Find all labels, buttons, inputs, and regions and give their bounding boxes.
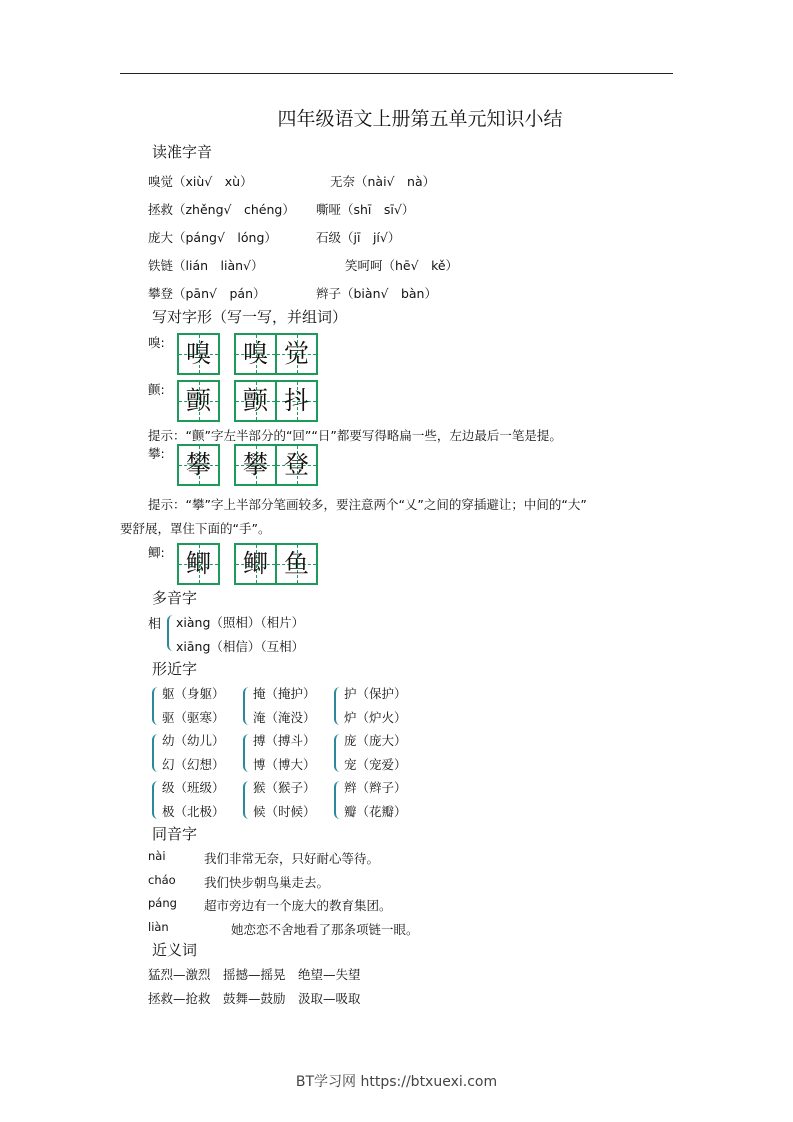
- brace: [243, 734, 251, 772]
- polyphone-line: xiāng（相信）（互相）: [176, 639, 305, 654]
- pronunciation-item: 拯救（zhěng√ chéng）: [148, 202, 295, 217]
- section-heading: 多音字: [152, 589, 198, 607]
- tip: 要舒展，罩住下面的“手”。: [120, 521, 271, 536]
- homophone-pinyin: páng: [148, 896, 177, 910]
- similar-item: 躯（身躯）: [162, 686, 225, 701]
- pronunciation-item: 嘶哑（shī sī√）: [316, 202, 415, 217]
- grid-cell: [179, 446, 218, 484]
- pronunciation-item: 无奈（nài√ nà）: [330, 174, 436, 189]
- brace: [243, 687, 251, 725]
- similar-item: 博（博大）: [253, 757, 316, 772]
- grid-char: 攀: [242, 450, 268, 479]
- page-title: 四年级语文上册第五单元知识小结: [277, 108, 563, 130]
- brace: [243, 781, 251, 819]
- writing-grid: [177, 380, 220, 422]
- grid-cell: [275, 382, 316, 420]
- brace: [152, 734, 160, 772]
- similar-item: 掩（掩护）: [253, 686, 316, 701]
- section-heading: 读准字音: [152, 143, 213, 161]
- synonym-line: 猛烈—激烈 摇撼—摇晃 绝望—失望: [148, 967, 361, 982]
- synonym-line: 拯救—抢救 鼓舞—鼓励 汲取—吸取: [148, 991, 361, 1006]
- header-rule: [120, 73, 673, 74]
- homophone-sentence: 她恋恋不舍地看了那条项链一眼。: [231, 921, 419, 937]
- writing-grid: [234, 333, 318, 375]
- similar-item: 辫（辫子）: [344, 780, 407, 795]
- grid-cell: [236, 545, 275, 583]
- pronunciation-item: 石级（jī jí√）: [316, 230, 401, 245]
- tip: 提示：“颤”字左半部分的“回”“日”都要写得略扁一些，左边最后一笔是提。: [148, 428, 562, 443]
- writing-grid: [177, 543, 220, 585]
- polyphone-line: xiàng（照相）（相片）: [176, 615, 305, 630]
- brace: [167, 615, 175, 651]
- grid-char: 觉: [283, 339, 309, 368]
- polyphone-char: 相: [148, 617, 162, 632]
- grid-char: 鲫: [242, 549, 268, 578]
- similar-item: 幻（幻想）: [162, 757, 225, 772]
- homophone-pinyin: cháo: [148, 872, 176, 887]
- writing-label: 攀:: [148, 446, 165, 461]
- grid-char: 颤: [242, 386, 268, 415]
- footer-watermark: BT学习网 https://btxuexi.com: [295, 1074, 498, 1090]
- grid-cell: [179, 545, 218, 583]
- grid-cell: [275, 446, 316, 484]
- writing-label: 鲫:: [148, 545, 165, 560]
- similar-item: 瓣（花瓣）: [344, 804, 407, 819]
- grid-char: 嗅: [185, 339, 211, 368]
- brace: [334, 781, 342, 819]
- grid-cell: [236, 446, 275, 484]
- writing-grid: [234, 444, 318, 486]
- grid-char: 抖: [283, 386, 309, 415]
- writing-grid: [177, 333, 220, 375]
- similar-item: 炉（炉火）: [344, 710, 407, 725]
- grid-char: 鲫: [185, 549, 211, 578]
- brace: [152, 781, 160, 819]
- section-heading: 近义词: [152, 941, 198, 959]
- homophone-sentence: 我们非常无奈，只好耐心等待。: [204, 851, 380, 866]
- pronunciation-item: 辫子（biàn√ bàn）: [316, 286, 437, 301]
- similar-item: 宠（宠爱）: [344, 757, 407, 772]
- writing-grid: [234, 380, 318, 422]
- grid-cell: [236, 382, 275, 420]
- similar-item: 候（时候）: [253, 804, 316, 819]
- writing-grid: [234, 543, 318, 585]
- grid-cell: [179, 382, 218, 420]
- similar-item: 极（北极）: [162, 804, 225, 819]
- writing-label: 嗅:: [148, 335, 165, 350]
- pronunciation-item: 铁链（lián liàn√）: [148, 258, 264, 273]
- pronunciation-item: 攀登（pān√ pán）: [148, 286, 266, 301]
- homophone-pinyin: nài: [148, 849, 166, 863]
- grid-cell: [275, 335, 316, 373]
- similar-item: 猴（猴子）: [253, 780, 316, 795]
- grid-char: 攀: [185, 450, 211, 479]
- brace: [334, 687, 342, 725]
- similar-item: 驱（驱寒）: [162, 710, 225, 725]
- grid-cell: [275, 545, 316, 583]
- tip: 提示：“攀”字上半部分笔画较多，要注意两个“乂”之间的穿插避让；中间的“大”: [148, 497, 587, 512]
- similar-item: 幼（幼儿）: [162, 733, 225, 748]
- grid-cell: [179, 335, 218, 373]
- grid-cell: [236, 335, 275, 373]
- writing-label: 颤:: [148, 382, 165, 397]
- brace: [152, 687, 160, 725]
- similar-item: 庞（庞大）: [344, 733, 407, 748]
- section-heading: 形近字: [152, 660, 198, 678]
- similar-item: 级（班级）: [162, 780, 225, 795]
- section-heading: 写对字形（写一写，并组词）: [152, 308, 348, 326]
- pronunciation-item: 笑呵呵（hē√ kě）: [345, 258, 459, 273]
- pronunciation-item: 嗅觉（xiù√ xù）: [148, 174, 253, 189]
- grid-char: 登: [283, 450, 309, 479]
- similar-item: 护（保护）: [344, 686, 407, 701]
- section-heading: 同音字: [152, 825, 198, 843]
- grid-char: 嗅: [242, 339, 268, 368]
- homophone-sentence: 超市旁边有一个庞大的教育集团。: [204, 898, 392, 913]
- similar-item: 搏（搏斗）: [253, 733, 316, 748]
- brace: [334, 734, 342, 772]
- writing-grid: [177, 444, 220, 486]
- grid-char: 颤: [185, 386, 211, 415]
- homophone-sentence: 我们快步朝鸟巢走去。: [204, 874, 330, 890]
- pronunciation-item: 庞大（páng√ lóng）: [148, 230, 277, 245]
- similar-item: 淹（淹没）: [253, 710, 316, 725]
- homophone-pinyin: liàn: [148, 919, 169, 934]
- grid-char: 鱼: [283, 549, 309, 578]
